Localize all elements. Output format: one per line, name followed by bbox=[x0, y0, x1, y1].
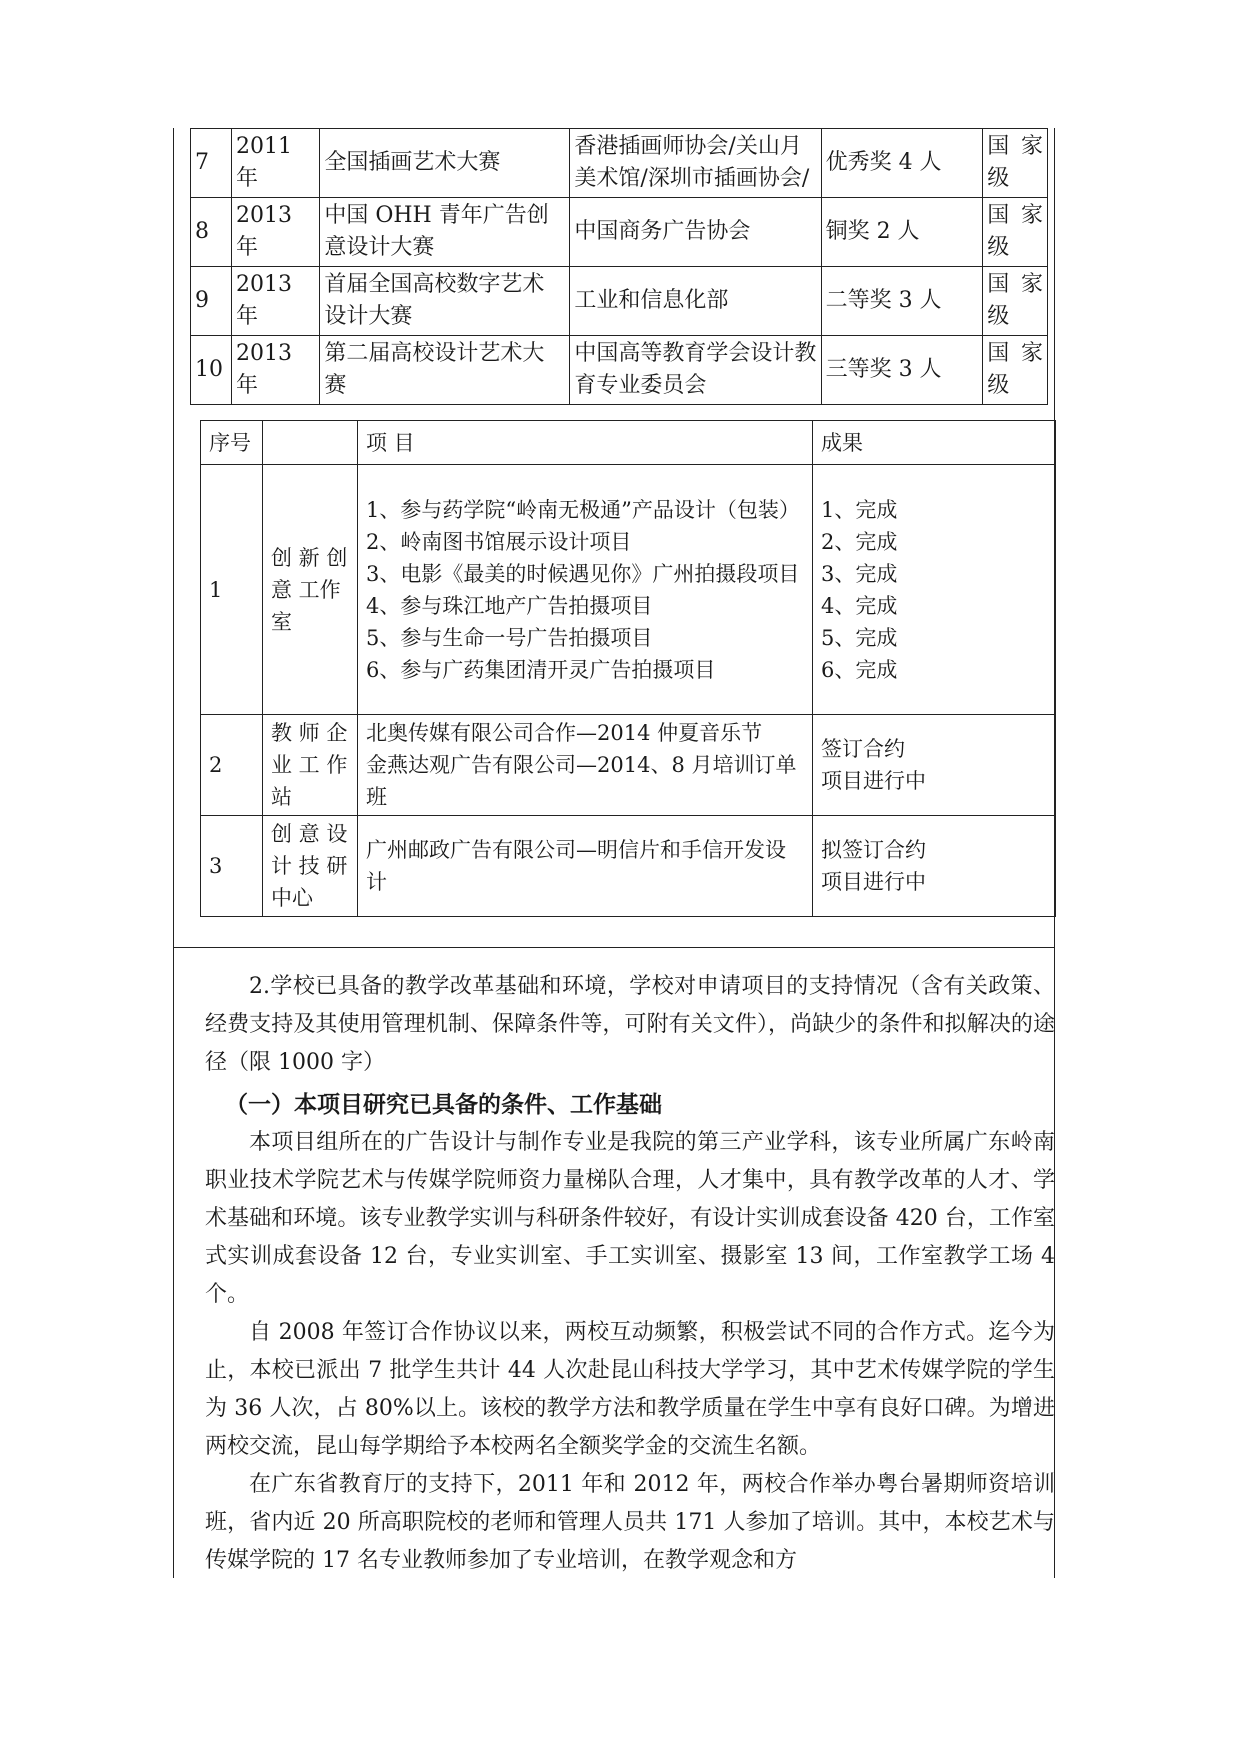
table-row bbox=[201, 816, 1056, 917]
award-name: 首届全国高校数字艺术设计大赛 bbox=[320, 267, 570, 336]
list-item: 拟签订合约 bbox=[821, 838, 926, 862]
award-no: 10 bbox=[191, 336, 232, 405]
table-row bbox=[191, 267, 1048, 336]
project-results bbox=[813, 465, 1056, 715]
award-no: 9 bbox=[191, 267, 232, 336]
award-level: 国家级 bbox=[983, 267, 1048, 336]
project-results bbox=[813, 816, 1056, 917]
list-item: 2、完成 bbox=[821, 529, 898, 554]
project-results bbox=[813, 715, 1056, 816]
list-item: 1、参与药学院“岭南无极通”产品设计（包装） bbox=[366, 497, 800, 522]
award-result: 铜奖 2 人 bbox=[821, 198, 983, 267]
list-item: 6、完成 bbox=[821, 657, 898, 682]
table-header-row bbox=[201, 421, 1056, 465]
award-org: 中国商务广告协会 bbox=[570, 198, 821, 267]
list-item: 4、完成 bbox=[821, 593, 898, 618]
list-item: 项目进行中 bbox=[821, 769, 926, 793]
list-item: 签订合约 bbox=[821, 737, 905, 761]
award-org: 香港插画师协会/关山月美术馆/深圳市插画协会/ bbox=[570, 129, 821, 198]
award-year: 2013 年 bbox=[231, 336, 319, 405]
section-2 bbox=[205, 968, 1055, 1580]
list-item: 北奥传媒有限公司合作—2014 仲夏音乐节 bbox=[366, 721, 763, 745]
award-year: 2013 年 bbox=[231, 198, 319, 267]
table-row bbox=[191, 129, 1048, 198]
table-row bbox=[201, 465, 1056, 715]
awards-table bbox=[190, 128, 1048, 405]
section-divider bbox=[173, 947, 1055, 948]
list-item: 3、完成 bbox=[821, 561, 898, 586]
award-level: 国家级 bbox=[983, 336, 1048, 405]
table-row bbox=[201, 715, 1056, 816]
section-prompt: 2.学校已具备的教学改革基础和环境，学校对申请项目的支持情况（含有关政策、经费支持及其使用管理机制、保障条件等，可附有关文件），尚缺少的条件和拟解决的途径（限 1000 字） bbox=[205, 974, 1055, 1075]
award-year: 2013 年 bbox=[231, 267, 319, 336]
award-result: 三等奖 3 人 bbox=[821, 336, 983, 405]
award-no: 7 bbox=[191, 129, 232, 198]
list-item: 4、参与珠江地产广告拍摄项目 bbox=[366, 593, 653, 618]
project-no: 2 bbox=[201, 715, 263, 816]
list-item: 6、参与广药集团清开灵广告拍摄项目 bbox=[366, 657, 716, 682]
project-items bbox=[358, 715, 813, 816]
award-name: 全国插画艺术大赛 bbox=[320, 129, 570, 198]
award-org: 中国高等教育学会设计教育专业委员会 bbox=[570, 336, 821, 405]
award-result: 二等奖 3 人 bbox=[821, 267, 983, 336]
award-name: 第二届高校设计艺术大赛 bbox=[320, 336, 570, 405]
header-no: 序号 bbox=[201, 421, 263, 465]
award-org: 工业和信息化部 bbox=[570, 267, 821, 336]
list-item: 3、电影《最美的时候遇见你》广州拍摄段项目 bbox=[366, 561, 800, 586]
paragraph: 在广东省教育厅的支持下，2011 年和 2012 年，两校合作举办粤台暑期师资培训班，省内近 20 所高职院校的老师和管理人员共 171 人参加了培训。其中，本校艺术与传媒学院的 17 名专业教师参加了专业培训，在教学观念和方 bbox=[205, 1472, 1055, 1573]
project-unit: 创 新 创 意 工作室 bbox=[263, 465, 358, 715]
projects-table bbox=[200, 420, 1056, 917]
award-result: 优秀奖 4 人 bbox=[821, 129, 983, 198]
project-unit: 创 意 设 计 技 研 中心 bbox=[263, 816, 358, 917]
project-unit: 教 师 企 业 工 作 站 bbox=[263, 715, 358, 816]
list-item: 5、参与生命一号广告拍摄项目 bbox=[366, 625, 653, 650]
table-row bbox=[191, 198, 1048, 267]
list-item: 金燕达观广告有限公司—2014、8 月培训订单班 bbox=[366, 753, 797, 809]
table-row bbox=[191, 336, 1048, 405]
paragraph: 本项目组所在的广告设计与制作专业是我院的第三产业学科，该专业所属广东岭南职业技术学院艺术与传媒学院师资力量梯队合理，人才集中，具有教学改革的人才、学术基础和环境。该专业教学实训与科研条件较好，有设计实训成套设备 420 台，工作室式实训成套设备 12 台，专业实训室、手工实训室、摄影室 13 间，工作室教学工场 4 个。 bbox=[205, 1130, 1055, 1307]
header-unit bbox=[263, 421, 358, 465]
award-year: 2011 年 bbox=[231, 129, 319, 198]
paragraph: 自 2008 年签订合作协议以来，两校互动频繁，积极尝试不同的合作方式。迄今为止，本校已派出 7 批学生共计 44 人次赴昆山科技大学学习，其中艺术传媒学院的学生为 36 人次，占 80%以上。该校的教学方法和教学质量在学生中享有良好口碑。为增进两校交流，昆山每学期给予本校两名全额奖学金的交流生名额。 bbox=[205, 1320, 1055, 1459]
award-no: 8 bbox=[191, 198, 232, 267]
list-item: 1、完成 bbox=[821, 497, 898, 522]
list-item: 5、完成 bbox=[821, 625, 898, 650]
header-result: 成果 bbox=[813, 421, 1056, 465]
award-level: 国家级 bbox=[983, 129, 1048, 198]
project-no: 1 bbox=[201, 465, 263, 715]
project-items bbox=[358, 816, 813, 917]
project-items bbox=[358, 465, 813, 715]
section-heading: （一）本项目研究已具备的条件、工作基础 bbox=[225, 1091, 662, 1118]
list-item: 2、岭南图书馆展示设计项目 bbox=[366, 529, 632, 554]
award-level: 国家级 bbox=[983, 198, 1048, 267]
award-name: 中国 OHH 青年广告创意设计大赛 bbox=[320, 198, 570, 267]
list-item: 项目进行中 bbox=[821, 870, 926, 894]
list-item: 广州邮政广告有限公司—明信片和手信开发设计 bbox=[366, 838, 786, 894]
header-item: 项 目 bbox=[358, 421, 813, 465]
project-no: 3 bbox=[201, 816, 263, 917]
